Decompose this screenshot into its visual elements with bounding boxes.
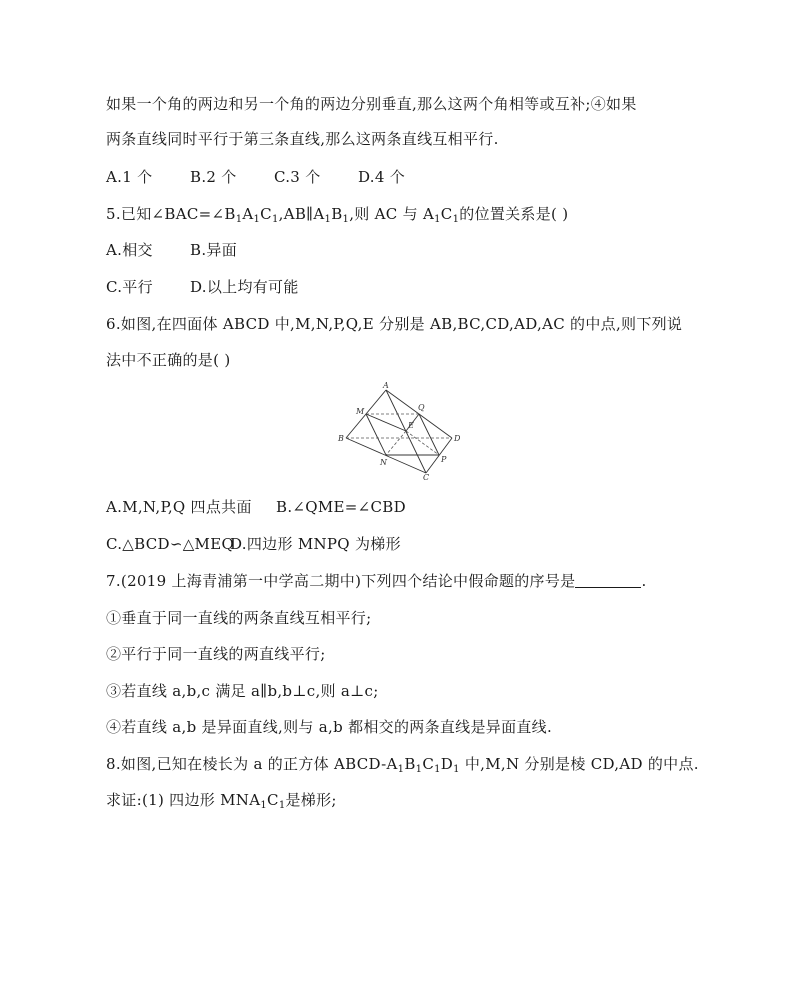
q4-option-a: A.1 个: [106, 168, 153, 186]
q4-option-c: C.3 个: [274, 168, 321, 186]
q6-option-d: D.四边形 MNPQ 为梯形: [230, 535, 401, 553]
label-a: A: [383, 382, 389, 390]
q6-stem-line-1: 6.如图,在四面体 ABCD 中,M,N,P,Q,E 分别是 AB,BC,CD,AD,AC 的中点,则下列说: [106, 315, 683, 333]
q5-option-a: A.相交: [106, 241, 153, 259]
q4-option-d: D.4 个: [358, 168, 406, 186]
label-m: M: [356, 407, 365, 416]
segment-en-hidden: [386, 431, 406, 455]
q7-stem: 7.(2019 上海青浦第一中学高二期中)下列四个结论中假命题的序号是 .: [106, 572, 647, 590]
label-c: C: [423, 473, 430, 480]
q6-stem-line-2: 法中不正确的是( ): [106, 351, 231, 369]
segment-ep-hidden: [406, 431, 439, 455]
intro-line-2: 两条直线同时平行于第三条直线,那么这两条直线互相平行.: [106, 130, 499, 148]
label-n: N: [380, 458, 387, 467]
q8-proof-part-1: 求证:(1) 四边形 $MNA_1C_1$是梯形;: [106, 791, 337, 811]
segment-me: [366, 414, 406, 431]
label-b: B: [338, 434, 344, 443]
q6-options-row-2: [106, 534, 401, 554]
segment-qp: [419, 414, 439, 455]
q5-stem: 5.已知$\angle BAC=\angle B_1A_1C_1,AB\parallel A_1B_1$,则 AC 与 $A_1C_1$的位置关系是( ): [106, 205, 569, 225]
q7-item-2: ②平行于同一直线的两直线平行;: [106, 645, 326, 663]
q7-answer-blank[interactable]: [575, 573, 641, 588]
q7-item-4: ④若直线 a,b 是异面直线,则与 a,b 都相交的两条直线是异面直线.: [106, 718, 553, 736]
q6-option-c: C.△BCD∽△MEQ: [106, 535, 235, 553]
q6-option-a: A.M,N,P,Q 四点共面: [106, 498, 252, 516]
q5-options-row-1: [106, 240, 237, 260]
edge-bc: [346, 438, 426, 473]
edge-cd: [426, 438, 452, 473]
label-p: P: [441, 455, 447, 464]
q5-option-d: D.以上均有可能: [190, 278, 299, 296]
intro-line-1: 如果一个角的两边和另一个角的两边分别垂直,那么这两个角相等或互补;④如果: [106, 95, 637, 113]
q5-option-c: C.平行: [106, 278, 153, 296]
q5-option-b: B.异面: [190, 241, 237, 259]
q4-option-b: B.2 个: [190, 168, 237, 186]
q6-option-b: B.∠QME=∠CBD: [276, 498, 406, 516]
q5-options-row-2: [106, 277, 299, 297]
label-q: Q: [418, 403, 425, 412]
label-d: D: [454, 434, 461, 443]
segment-mn: [366, 414, 386, 455]
tetrahedron-figure: [336, 382, 462, 480]
q4-options: [106, 167, 405, 187]
q8-stem: 8.如图,已知在棱长为 a 的正方体 ABCD-$A_1B_1C_1D_1$ 中,M,N 分别是棱 CD,AD 的中点.: [106, 755, 699, 775]
q7-item-3: ③若直线 a,b,c 满足 a∥b,b⊥c,则 a⊥c;: [106, 682, 379, 700]
q6-options-row-1: [106, 497, 406, 517]
q7-item-1: ①垂直于同一直线的两条直线互相平行;: [106, 609, 372, 627]
label-e: E: [408, 421, 414, 430]
